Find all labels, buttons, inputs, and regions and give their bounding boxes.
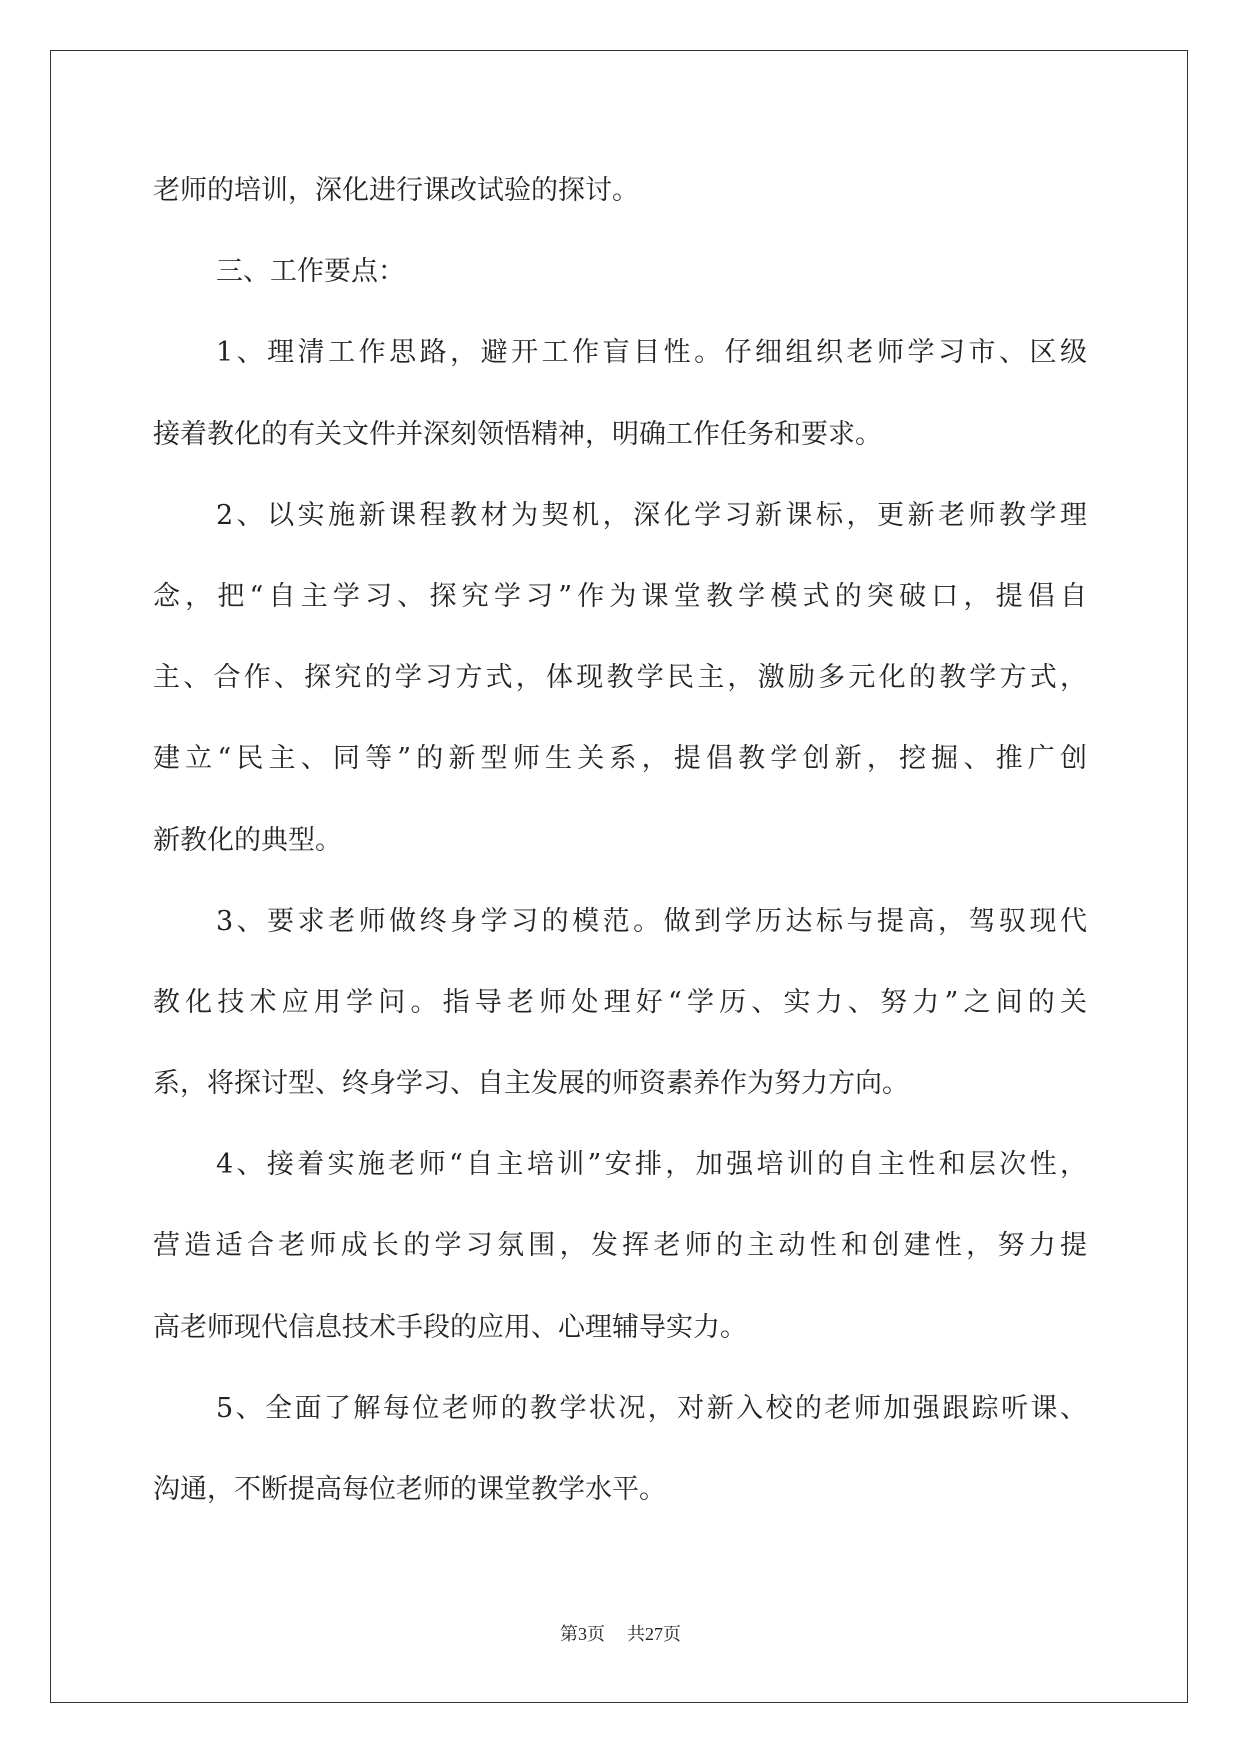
text-line: 新教化的典型。 [153, 824, 342, 856]
text-line: 接着教化的有关文件并深刻领悟精神，明确工作任务和要求。 [153, 418, 882, 450]
page-footer [0, 1622, 1241, 1646]
text-line: 主、合作、探究的学习方式，体现教学民主，激励多元化的教学方式， [153, 662, 1087, 694]
text-line: 5、全面了解每位老师的教学状况，对新入校的老师加强跟踪听课、 [216, 1392, 1087, 1424]
text-line: 高老师现代信息技术手段的应用、心理辅导实力。 [153, 1311, 747, 1343]
paragraph [153, 1124, 1087, 1368]
section-heading [153, 231, 1087, 312]
text-line: 1、理清工作思路，避开工作盲目性。仔细组织老师学习市、区级 [216, 337, 1087, 369]
text-line: 老师的培训，深化进行课改试验的探讨。 [153, 175, 639, 206]
text-line: 沟通，不断提高每位老师的课堂教学水平。 [153, 1474, 666, 1505]
current-page-number: 第3页 [560, 1624, 605, 1644]
text-line: 4、接着实施老师“自主培训”安排，加强培训的自主性和层次性， [216, 1149, 1087, 1181]
text-line: 建立“民主、同等”的新型师生关系，提倡教学创新，挖掘、推广创 [153, 743, 1087, 775]
paragraph [153, 475, 1087, 881]
text-line: 3、要求老师做终身学习的模范。做到学历达标与提高，驾驭现代 [216, 905, 1087, 937]
text-line: 系，将探讨型、终身学习、自主发展的师资素养作为努力方向。 [153, 1068, 909, 1100]
text-line: 教化技术应用学问。指导老师处理好“学历、实力、努力”之间的关 [153, 986, 1087, 1018]
document-body [153, 150, 1087, 1530]
paragraph [153, 1368, 1087, 1530]
total-page-count: 共27页 [627, 1624, 681, 1644]
paragraph [153, 312, 1087, 474]
paragraph [153, 150, 1087, 231]
paragraph [153, 881, 1087, 1125]
heading-line: 三、工作要点： [216, 256, 405, 288]
text-line: 2、以实施新课程教材为契机，深化学习新课标，更新老师教学理 [216, 499, 1087, 531]
text-line: 念，把“自主学习、探究学习”作为课堂教学模式的突破口，提倡自 [153, 580, 1087, 612]
text-line: 营造适合老师成长的学习氛围，发挥老师的主动性和创建性，努力提 [153, 1230, 1087, 1262]
